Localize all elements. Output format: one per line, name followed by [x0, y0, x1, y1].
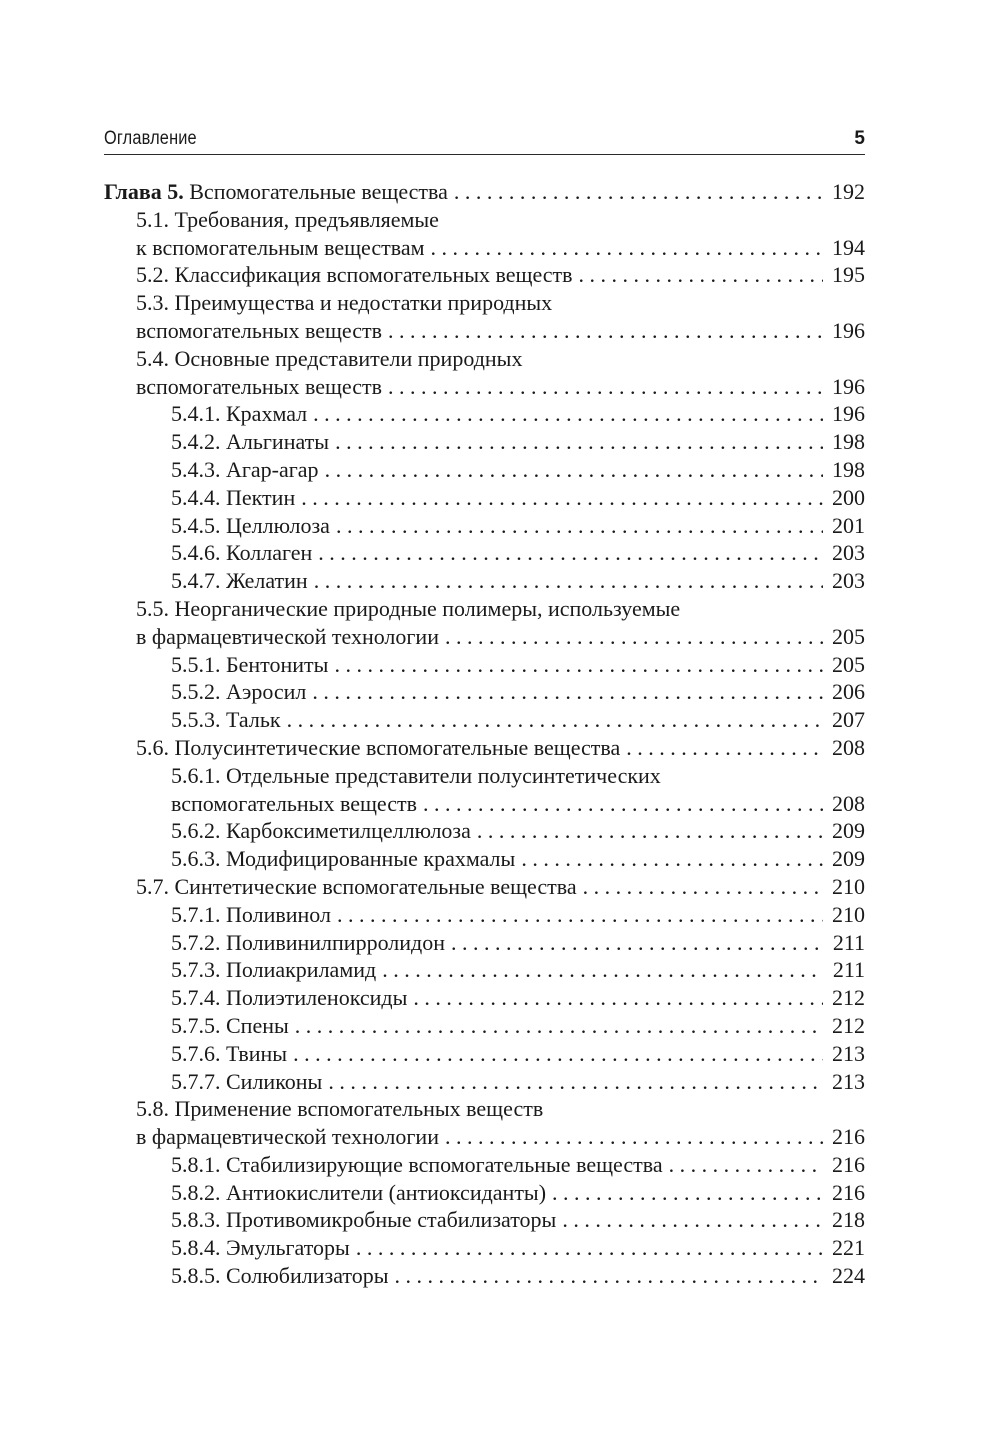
chapter-label: Глава 5. — [104, 179, 184, 204]
dot-leader — [325, 456, 823, 484]
dot-leader — [301, 484, 823, 512]
toc-entry[interactable] — [104, 734, 865, 762]
toc-entry-text: вспомогательных веществ — [171, 790, 418, 816]
toc-entry-text: 5.4.6. Коллаген — [171, 540, 313, 566]
toc-entry-title — [136, 595, 680, 623]
toc-entry-page: 224 — [832, 1263, 865, 1289]
toc-entry[interactable] — [104, 261, 865, 289]
dot-leader — [287, 706, 823, 734]
toc-entry-title — [136, 623, 439, 651]
dot-leader — [669, 1151, 823, 1179]
toc-entry[interactable] — [104, 595, 865, 623]
toc-entry[interactable] — [104, 1068, 865, 1096]
toc-entry-title — [171, 1040, 287, 1068]
toc-entry-page: 198 — [832, 429, 865, 455]
toc-entry-page: 211 — [832, 929, 865, 955]
toc-entry-title — [171, 456, 319, 484]
dot-leader — [293, 1040, 823, 1068]
dot-leader — [626, 734, 823, 762]
toc-entry-page: 211 — [832, 957, 865, 983]
dot-leader — [413, 984, 823, 1012]
toc-entry-title — [171, 428, 329, 456]
dot-leader — [388, 373, 823, 401]
toc-entry-title — [171, 1234, 350, 1262]
running-title: Оглавление — [104, 128, 197, 149]
toc-entry-text: 5.2. Классификация вспомогательных веществ — [136, 262, 573, 288]
toc-entry-page: 208 — [832, 790, 865, 816]
toc-entry-title — [171, 706, 281, 734]
toc-entry-page: 196 — [832, 373, 865, 399]
toc-entry[interactable] — [104, 984, 865, 1012]
toc-entry-title — [171, 1206, 556, 1234]
dot-leader — [583, 873, 823, 901]
toc-entry[interactable] — [104, 1262, 865, 1290]
dot-leader — [382, 956, 823, 984]
page-number: 5 — [854, 128, 865, 149]
toc-entry[interactable] — [104, 817, 865, 845]
toc-entry[interactable] — [104, 845, 865, 873]
toc-entry-title — [171, 1262, 389, 1290]
dot-leader — [451, 929, 823, 957]
toc-entry-title — [171, 762, 661, 790]
toc-entry-text: 5.4.3. Агар-агар — [171, 456, 319, 482]
toc-entry-text: 5.7.6. Твины — [171, 1040, 288, 1066]
toc-entry-text: 5.6. Полусинтетические вспомогательные вещества — [136, 734, 621, 760]
toc-entry-title — [171, 845, 515, 873]
toc-entry[interactable] — [104, 1206, 865, 1234]
toc-entry-text: 5.8.4. Эмульгаторы — [171, 1235, 350, 1261]
toc-entry[interactable] — [104, 178, 865, 206]
toc-entry-text: 5.5. Неорганические природные полимеры, используемые — [136, 595, 681, 621]
toc-entry[interactable] — [104, 317, 865, 345]
toc-entry-page: 205 — [832, 623, 865, 649]
toc-entry-text: 5.8.3. Противомикробные стабилизаторы — [171, 1207, 557, 1233]
toc-entry-page: 210 — [832, 873, 865, 899]
toc-entry-text: 5.6.2. Карбоксиметилцеллюлоза — [171, 818, 471, 844]
toc-entry-page: 208 — [832, 734, 865, 760]
toc-entry-title — [171, 1151, 663, 1179]
toc-entry-page: 195 — [832, 262, 865, 288]
toc-entry[interactable] — [104, 373, 865, 401]
toc-entry-page: 210 — [832, 901, 865, 927]
toc-entry[interactable] — [104, 234, 865, 262]
toc-entry-title — [171, 1068, 322, 1096]
dot-leader — [431, 234, 823, 262]
toc-entry-title — [171, 817, 471, 845]
toc-entry[interactable] — [104, 512, 865, 540]
dot-leader — [313, 400, 823, 428]
toc-entry-text: 5.7.4. Полиэтиленоксиды — [171, 985, 408, 1011]
toc-entry-page: 196 — [832, 401, 865, 427]
toc-entry-text: Вспомогательные вещества — [183, 179, 448, 204]
dot-leader — [388, 317, 823, 345]
toc-entry-text: 5.1. Требования, предъявляемые — [136, 206, 439, 232]
toc-entry-page: 205 — [832, 651, 865, 677]
toc-entry-text: 5.6.1. Отдельные представители полусинтетических — [171, 762, 661, 788]
toc-entry[interactable] — [104, 873, 865, 901]
toc-entry[interactable] — [104, 206, 865, 234]
toc-entry-page: 192 — [832, 179, 865, 204]
toc-entry[interactable] — [104, 1123, 865, 1151]
table-of-contents — [104, 178, 865, 1290]
toc-entry-title — [171, 929, 445, 957]
toc-entry[interactable] — [104, 1179, 865, 1207]
dot-leader — [337, 901, 823, 929]
toc-entry[interactable] — [104, 345, 865, 373]
dot-leader — [454, 178, 823, 206]
toc-entry-title — [171, 512, 330, 540]
toc-entry-title — [171, 1012, 289, 1040]
toc-entry-page: 218 — [832, 1207, 865, 1233]
toc-entry-page: 213 — [832, 1068, 865, 1094]
toc-entry-text: 5.5.3. Тальк — [171, 707, 281, 733]
toc-entry[interactable] — [104, 539, 865, 567]
dot-leader — [579, 261, 823, 289]
toc-entry[interactable] — [104, 1151, 865, 1179]
toc-entry[interactable] — [104, 956, 865, 984]
toc-entry-page: 209 — [832, 846, 865, 872]
dot-leader — [423, 790, 823, 818]
toc-entry-title — [136, 345, 522, 373]
dot-leader — [318, 539, 823, 567]
toc-entry-title — [104, 178, 448, 206]
dot-leader — [552, 1179, 823, 1207]
toc-entry-page: 212 — [832, 985, 865, 1011]
toc-entry-title — [171, 956, 376, 984]
toc-entry-text: к вспомогательным веществам — [136, 234, 425, 260]
toc-entry-title — [136, 873, 577, 901]
toc-entry[interactable] — [104, 567, 865, 595]
toc-entry[interactable] — [104, 1095, 865, 1123]
toc-entry-text: 5.4.5. Целлюлоза — [171, 512, 330, 538]
toc-entry-title — [171, 567, 308, 595]
toc-entry-title — [171, 484, 295, 512]
toc-entry-text: 5.5.1. Бентониты — [171, 651, 329, 677]
toc-entry-title — [136, 261, 573, 289]
dot-leader — [477, 817, 823, 845]
toc-entry-page: 206 — [832, 679, 865, 705]
page-header — [104, 128, 865, 155]
dot-leader — [314, 567, 823, 595]
toc-entry-text: 5.7.1. Поливинол — [171, 901, 331, 927]
dot-leader — [521, 845, 823, 873]
dot-leader — [334, 651, 823, 679]
toc-entry-text: в фармацевтической технологии — [136, 1124, 439, 1150]
toc-entry-title — [171, 678, 306, 706]
toc-entry-text: 5.8.1. Стабилизирующие вспомогательные вещества — [171, 1151, 663, 1177]
toc-entry-title — [171, 400, 307, 428]
toc-entry-text: 5.4.1. Крахмал — [171, 401, 308, 427]
toc-entry-title — [136, 206, 439, 234]
toc-entry[interactable] — [104, 651, 865, 679]
toc-entry-text: вспомогательных веществ — [136, 373, 383, 399]
toc-entry-title — [136, 317, 382, 345]
toc-entry-page: 216 — [832, 1124, 865, 1150]
toc-entry-page: 209 — [832, 818, 865, 844]
toc-entry-page: 196 — [832, 317, 865, 343]
toc-entry-text: 5.8. Применение вспомогательных веществ — [136, 1096, 544, 1122]
toc-entry-title — [171, 790, 417, 818]
dot-leader — [356, 1234, 823, 1262]
toc-entry-text: 5.4.2. Альгинаты — [171, 429, 330, 455]
toc-entry-page: 201 — [832, 512, 865, 538]
toc-entry-title — [171, 1179, 546, 1207]
toc-entry-title — [136, 1123, 439, 1151]
toc-entry[interactable] — [104, 428, 865, 456]
toc-entry-title — [171, 901, 331, 929]
toc-entry[interactable] — [104, 762, 865, 790]
toc-entry-title — [136, 1095, 543, 1123]
toc-entry[interactable] — [104, 706, 865, 734]
toc-entry-text: 5.3. Преимущества и недостатки природных — [136, 290, 553, 316]
toc-entry[interactable] — [104, 1234, 865, 1262]
toc-entry[interactable] — [104, 929, 865, 957]
toc-entry-title — [171, 651, 328, 679]
dot-leader — [335, 428, 823, 456]
toc-entry-text: 5.7.7. Силиконы — [171, 1068, 323, 1094]
toc-entry-page: 200 — [832, 484, 865, 510]
toc-entry-text: 5.6.3. Модифицированные крахмалы — [171, 846, 516, 872]
toc-entry-text: 5.7. Синтетические вспомогательные вещества — [136, 873, 577, 899]
toc-entry-text: 5.5.2. Аэросил — [171, 679, 307, 705]
toc-entry-text: 5.8.5. Солюбилизаторы — [171, 1263, 389, 1289]
dot-leader — [336, 512, 823, 540]
toc-entry[interactable] — [104, 1040, 865, 1068]
toc-entry[interactable] — [104, 901, 865, 929]
dot-leader — [445, 1123, 823, 1151]
toc-entry-page: 203 — [832, 568, 865, 594]
toc-entry-page: 216 — [832, 1151, 865, 1177]
toc-entry-title — [136, 734, 620, 762]
dot-leader — [312, 678, 823, 706]
toc-entry-text: вспомогательных веществ — [136, 317, 383, 343]
toc-entry-title — [136, 234, 425, 262]
toc-entry-title — [136, 373, 382, 401]
toc-entry-title — [136, 289, 552, 317]
dot-leader — [445, 623, 823, 651]
toc-entry[interactable] — [104, 400, 865, 428]
toc-entry[interactable] — [104, 484, 865, 512]
toc-entry-page: 213 — [832, 1040, 865, 1066]
toc-entry-text: 5.7.3. Полиакриламид — [171, 957, 377, 983]
toc-entry[interactable] — [104, 456, 865, 484]
dot-leader — [328, 1068, 823, 1096]
toc-entry-text: 5.4.7. Желатин — [171, 568, 308, 594]
toc-entry-text: 5.4.4. Пектин — [171, 484, 296, 510]
toc-entry-page: 198 — [832, 456, 865, 482]
toc-entry-page: 221 — [832, 1235, 865, 1261]
toc-entry-text: 5.7.5. Спены — [171, 1012, 289, 1038]
toc-entry-page: 203 — [832, 540, 865, 566]
toc-entry-title — [171, 984, 407, 1012]
toc-entry-text: 5.7.2. Поливинилпирролидон — [171, 929, 446, 955]
toc-entry-page: 212 — [832, 1012, 865, 1038]
dot-leader — [295, 1012, 823, 1040]
dot-leader — [395, 1262, 823, 1290]
toc-entry[interactable] — [104, 289, 865, 317]
toc-entry-page: 207 — [832, 707, 865, 733]
toc-entry[interactable] — [104, 1012, 865, 1040]
toc-entry-title — [171, 539, 312, 567]
toc-entry[interactable] — [104, 678, 865, 706]
toc-entry-page: 216 — [832, 1179, 865, 1205]
toc-entry-text: 5.8.2. Антиокислители (антиоксиданты) — [171, 1179, 547, 1205]
toc-entry-page: 194 — [832, 234, 865, 260]
toc-entry-text: 5.4. Основные представители природных — [136, 345, 523, 371]
toc-entry[interactable] — [104, 790, 865, 818]
dot-leader — [562, 1206, 823, 1234]
toc-entry-text: в фармацевтической технологии — [136, 623, 439, 649]
toc-entry[interactable] — [104, 623, 865, 651]
